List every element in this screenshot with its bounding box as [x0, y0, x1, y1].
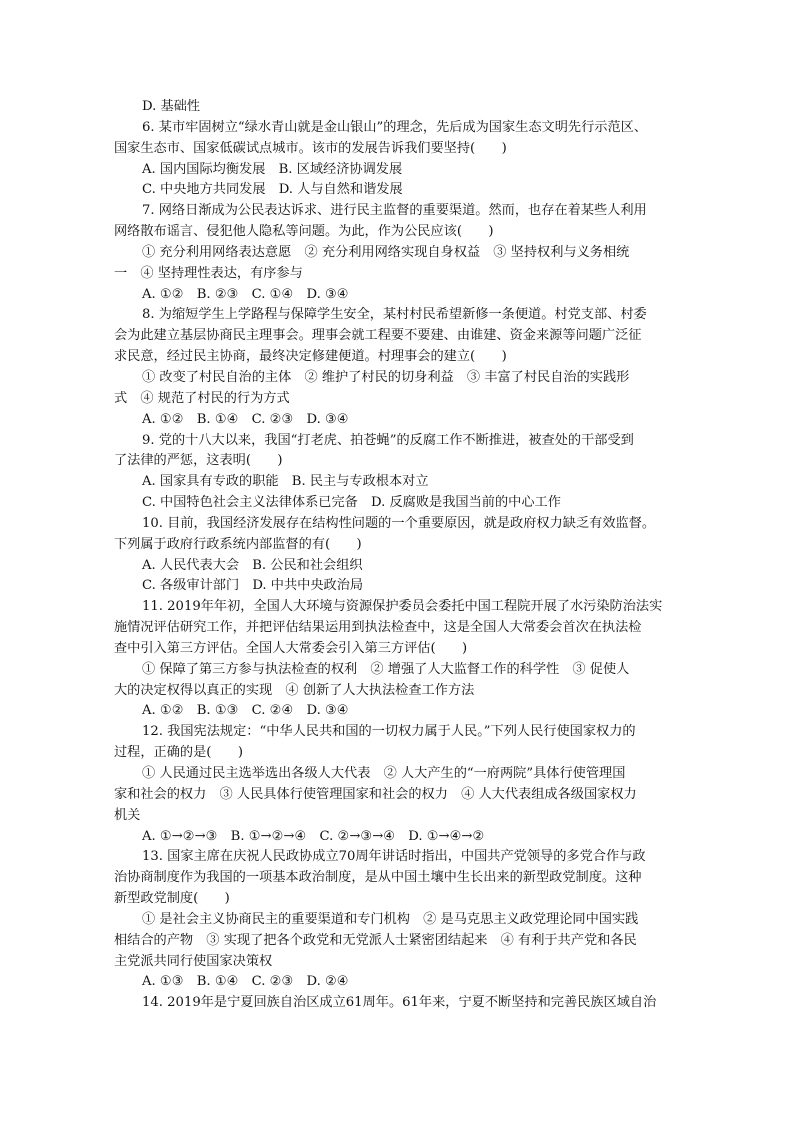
text-line: 查中引入第三方评估。全国人大常委会引入第三方评估( ): [114, 640, 468, 656]
text-line: 14. 2019年是宁夏回族自治区成立61周年。61年来，宁夏不断坚持和完善民族区域自治: [142, 995, 657, 1011]
text-line: 家和社会的权力 ③ 人民具体行使管理国家和社会的权力 ④ 人大代表组成各级国家权力: [114, 786, 637, 802]
text-line: 求民意，经过民主协商，最终决定修建便道。村理事会的建立( ): [114, 349, 507, 365]
text-line: ① 改变了村民自治的主体 ② 维护了村民的切身利益 ③ 丰富了村民自治的实践形: [142, 369, 630, 385]
text-line: A. 国家具有专政的职能 B. 民主与专政根本对立: [142, 474, 429, 490]
text-line: 9. 党的十八大以来，我国“打老虎、拍苍蝇”的反腐工作不断推进，被查处的干部受到: [142, 432, 634, 448]
text-line: ① 保障了第三方参与执法检查的权利 ② 增强了人大监督工作的科学性 ③ 促使人: [142, 661, 630, 677]
text-line: 6. 某市牢固树立“绿水青山就是金山银山”的理念，先后成为国家生态文明先行示范区、: [142, 119, 648, 135]
text-line: 施情况评估研究工作，并把评估结果运用到执法检查中，这是全国人大常委会首次在执法检: [114, 620, 642, 636]
text-line: ① 充分利用网络表达意愿 ② 充分利用网络实现自身权益 ③ 坚持权利与义务相统: [142, 244, 630, 260]
text-line: A. 国内国际均衡发展 B. 区域经济协调发展: [142, 161, 403, 177]
text-line: 会为此建立基层协商民主理事会。理事会就工程要不要建、由谁建、资金来源等问题广泛征: [114, 328, 642, 344]
text-line: 12. 我国宪法规定：“中华人民共和国的一切权力属于人民。”下列人民行使国家权力的: [142, 724, 636, 740]
text-line: 8. 为缩短学生上学路程与保障学生安全，某村村民希望新修一条便道。村党支部、村委: [142, 307, 647, 323]
text-line: 下列属于政府行政系统内部监督的有( ): [114, 536, 362, 552]
text-line: 10. 目前，我国经济发展存在结构性问题的一个重要原因，就是政府权力缺乏有效监督。: [142, 515, 656, 531]
text-line: 大的决定权得以真正的实现 ④ 创新了人大执法检查工作方法: [114, 682, 475, 698]
document-page: [114, 97, 682, 1014]
text-line: 网络散布谣言、侵犯他人隐私等问题。为此，作为公民应该( ): [114, 224, 494, 240]
text-line: 主党派共同行使国家决策权: [114, 953, 273, 969]
text-line: A. ①② B. ②③ C. ①④ D. ③④: [142, 286, 349, 302]
text-line: A. ①② B. ①④ C. ②③ D. ③④: [142, 411, 349, 427]
text-line: A. 人民代表大会 B. 公民和社会组织: [142, 557, 363, 573]
text-line: C. 各级审计部门 D. 中共中央政治局: [142, 578, 364, 594]
text-line: 一 ④ 坚持理性表达，有序参与: [114, 265, 303, 281]
text-line: 新型政党制度( ): [114, 891, 230, 907]
text-line: 11. 2019年年初，全国人大环境与资源保护委员会委托中国工程院开展了水污染防治法实: [142, 599, 663, 615]
text-line: 7. 网络日渐成为公民表达诉求、进行民主监督的重要渠道。然而，也存在着某些人利用: [142, 203, 647, 219]
text-line: C. 中国特色社会主义法律体系已完备 D. 反腐败是我国当前的中心工作: [142, 495, 561, 511]
text-line: D. 基础性: [142, 99, 201, 114]
text-line: 式 ④ 规范了村民的行为方式: [114, 390, 290, 406]
text-line: ① 是社会主义协商民主的重要渠道和专门机构 ② 是马克思主义政党理论同中国实践: [142, 911, 639, 927]
text-line: A. ①③ B. ①④ C. ②③ D. ②④: [142, 974, 349, 990]
text-line: 相结合的产物 ③ 实现了把各个政党和无党派人士紧密团结起来 ④ 有利于共产党和各民: [114, 932, 637, 948]
text-line: 13. 国家主席在庆祝人民政协成立70周年讲话时指出，中国共产党领导的多党合作与政: [142, 849, 646, 865]
text-line: 机关: [114, 807, 141, 823]
text-line: 过程，正确的是( ): [114, 745, 243, 761]
text-line: ① 人民通过民主选举选出各级人大代表 ② 人大产生的“一府两院”具体行使管理国: [142, 766, 626, 781]
text-line: 国家生态市、国家低碳试点城市。该市的发展告诉我们要坚持( ): [114, 140, 507, 156]
text-line: 治协商制度作为我国的一项基本政治制度，是从中国土壤中生长出来的新型政党制度。这种: [114, 870, 642, 886]
text-line: C. 中央地方共同发展 D. 人与自然和谐发展: [142, 182, 403, 198]
text-line: A. ①→②→③ B. ①→②→④ C. ②→③→④ D. ①→④→②: [142, 828, 485, 844]
text-line: A. ①② B. ①③ C. ②④ D. ③④: [142, 703, 349, 719]
text-line: 了法律的严惩，这表明( ): [114, 453, 283, 469]
